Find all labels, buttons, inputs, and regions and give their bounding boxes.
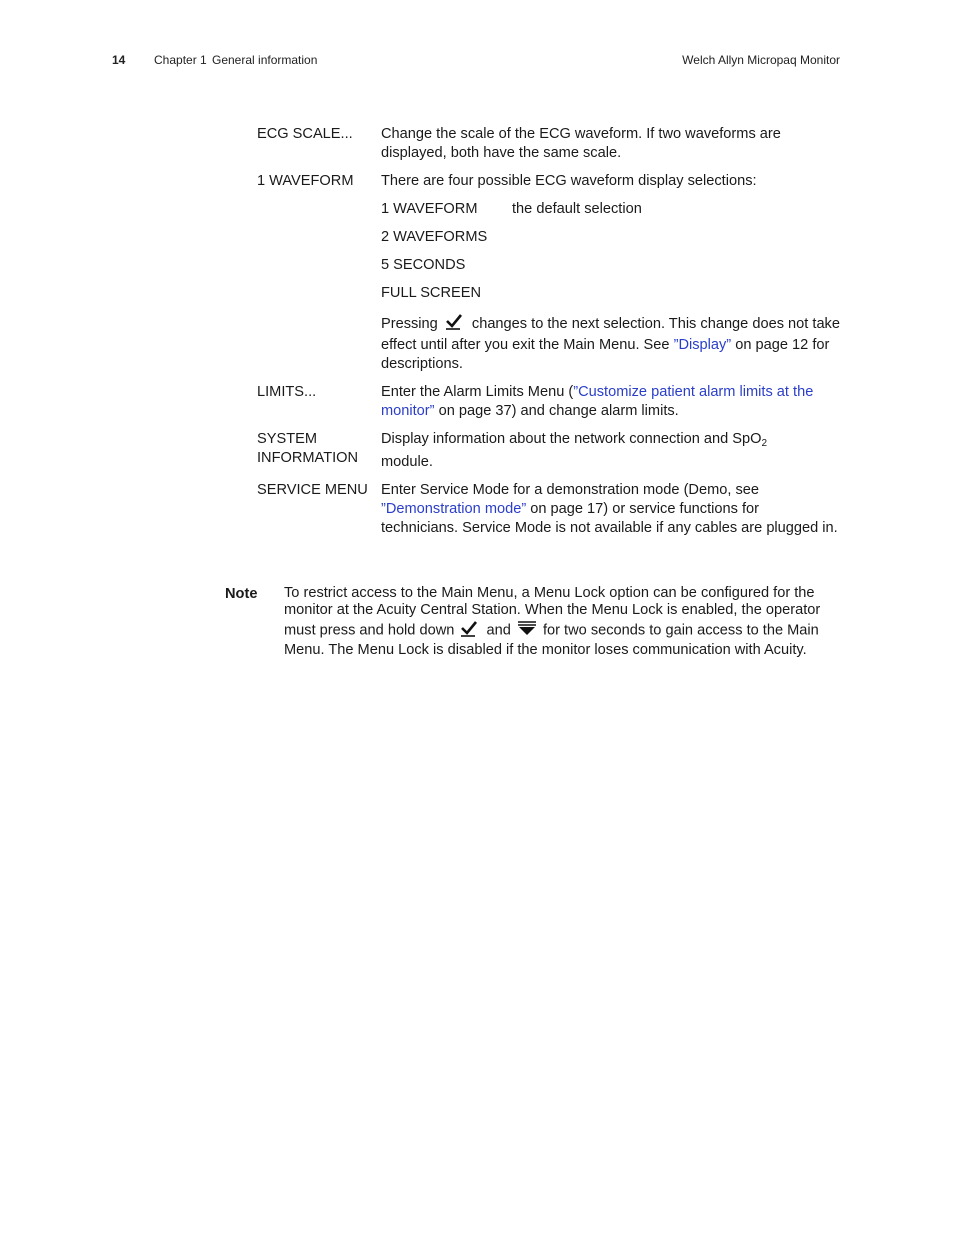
- limits-text: Enter the Alarm Limits Menu (: [381, 384, 574, 400]
- option-name: 5 SECONDS: [381, 257, 466, 273]
- menu-row-limits: [257, 383, 840, 421]
- note-text: [284, 585, 840, 659]
- option-note: the default selection: [512, 201, 642, 217]
- note-text-and: and: [486, 622, 511, 639]
- note-label: Note: [225, 586, 258, 602]
- page-number: 14: [112, 53, 126, 67]
- menu-description: [381, 481, 840, 538]
- menu-row-waveform: [257, 172, 840, 374]
- demonstration-mode-link[interactable]: ”Demonstration mode”: [381, 501, 527, 517]
- subscript: 2: [761, 438, 768, 449]
- option-name: 2 WAVEFORMS: [381, 229, 488, 245]
- waveform-option: [381, 228, 840, 247]
- menu-row-service-menu: [257, 481, 840, 538]
- system-text: Display information about the network connection and SpO: [381, 431, 762, 447]
- term-line: INFORMATION: [257, 450, 359, 466]
- waveform-option: [381, 200, 840, 219]
- menu-term: 1 WAVEFORM: [257, 173, 354, 189]
- menu-term: ECG SCALE...: [257, 126, 353, 142]
- limits-text-2: on page 37) and change alarm limits.: [438, 403, 679, 419]
- chapter-title: General information: [212, 53, 318, 67]
- option-name: FULL SCREEN: [381, 285, 482, 301]
- menu-row-ecg-scale: [257, 125, 840, 163]
- note-block: [225, 585, 840, 659]
- pressing-text: Pressing: [381, 315, 438, 332]
- display-link[interactable]: ”Display”: [673, 337, 732, 353]
- alarm-limits-link[interactable]: ”Customize patient alarm limits at the monitor”: [381, 384, 814, 419]
- waveform-option: [381, 256, 840, 275]
- product-name: Welch Allyn Micropaq Monitor: [682, 53, 840, 67]
- pressing-paragraph: [381, 312, 840, 374]
- menu-description: Change the scale of the ECG waveform. If two waveforms are displayed, both have the same scale.: [381, 126, 781, 161]
- menu-term: SERVICE MENU: [257, 482, 368, 498]
- menu-description: [381, 430, 840, 472]
- menu-term: [257, 430, 381, 472]
- service-text-2: on page 17) or service functions for technicians. Service Mode is not available if any cables are plugged in.: [381, 501, 838, 536]
- pressing-text-2: changes to the next selection. This change does not take effect until after you exit the Main Menu. See: [381, 315, 840, 353]
- down-arrow-key-icon: [515, 619, 539, 642]
- checkmark-key-icon: [458, 619, 482, 642]
- note-text-1: To restrict access to the Main Menu, a Menu Lock option can be configured for the monitor at the Acuity Central Station. When the Menu Lock is enabled, the operator must press and hold down: [284, 585, 821, 639]
- pressing-text-3: on page 12 for descriptions.: [381, 337, 830, 372]
- checkmark-key-icon: [442, 312, 468, 336]
- term-line: SYSTEM: [257, 431, 318, 447]
- waveform-option: [381, 284, 840, 303]
- waveform-intro: There are four possible ECG waveform display selections:: [381, 173, 757, 189]
- chapter-label: Chapter 1: [154, 53, 207, 67]
- option-name: 1 WAVEFORM: [381, 201, 478, 217]
- note-text-2: for two seconds to gain access to the Main Menu. The Menu Lock is disabled if the monitor loses communication with Acuity.: [284, 622, 819, 658]
- menu-options-table: [257, 125, 840, 547]
- menu-description: [381, 172, 840, 374]
- menu-row-system-information: [257, 430, 840, 472]
- system-text-2: module.: [381, 454, 433, 470]
- service-text: Enter Service Mode for a demonstration mode (Demo, see: [381, 482, 759, 498]
- menu-term: LIMITS...: [257, 384, 317, 400]
- menu-description: [381, 383, 840, 421]
